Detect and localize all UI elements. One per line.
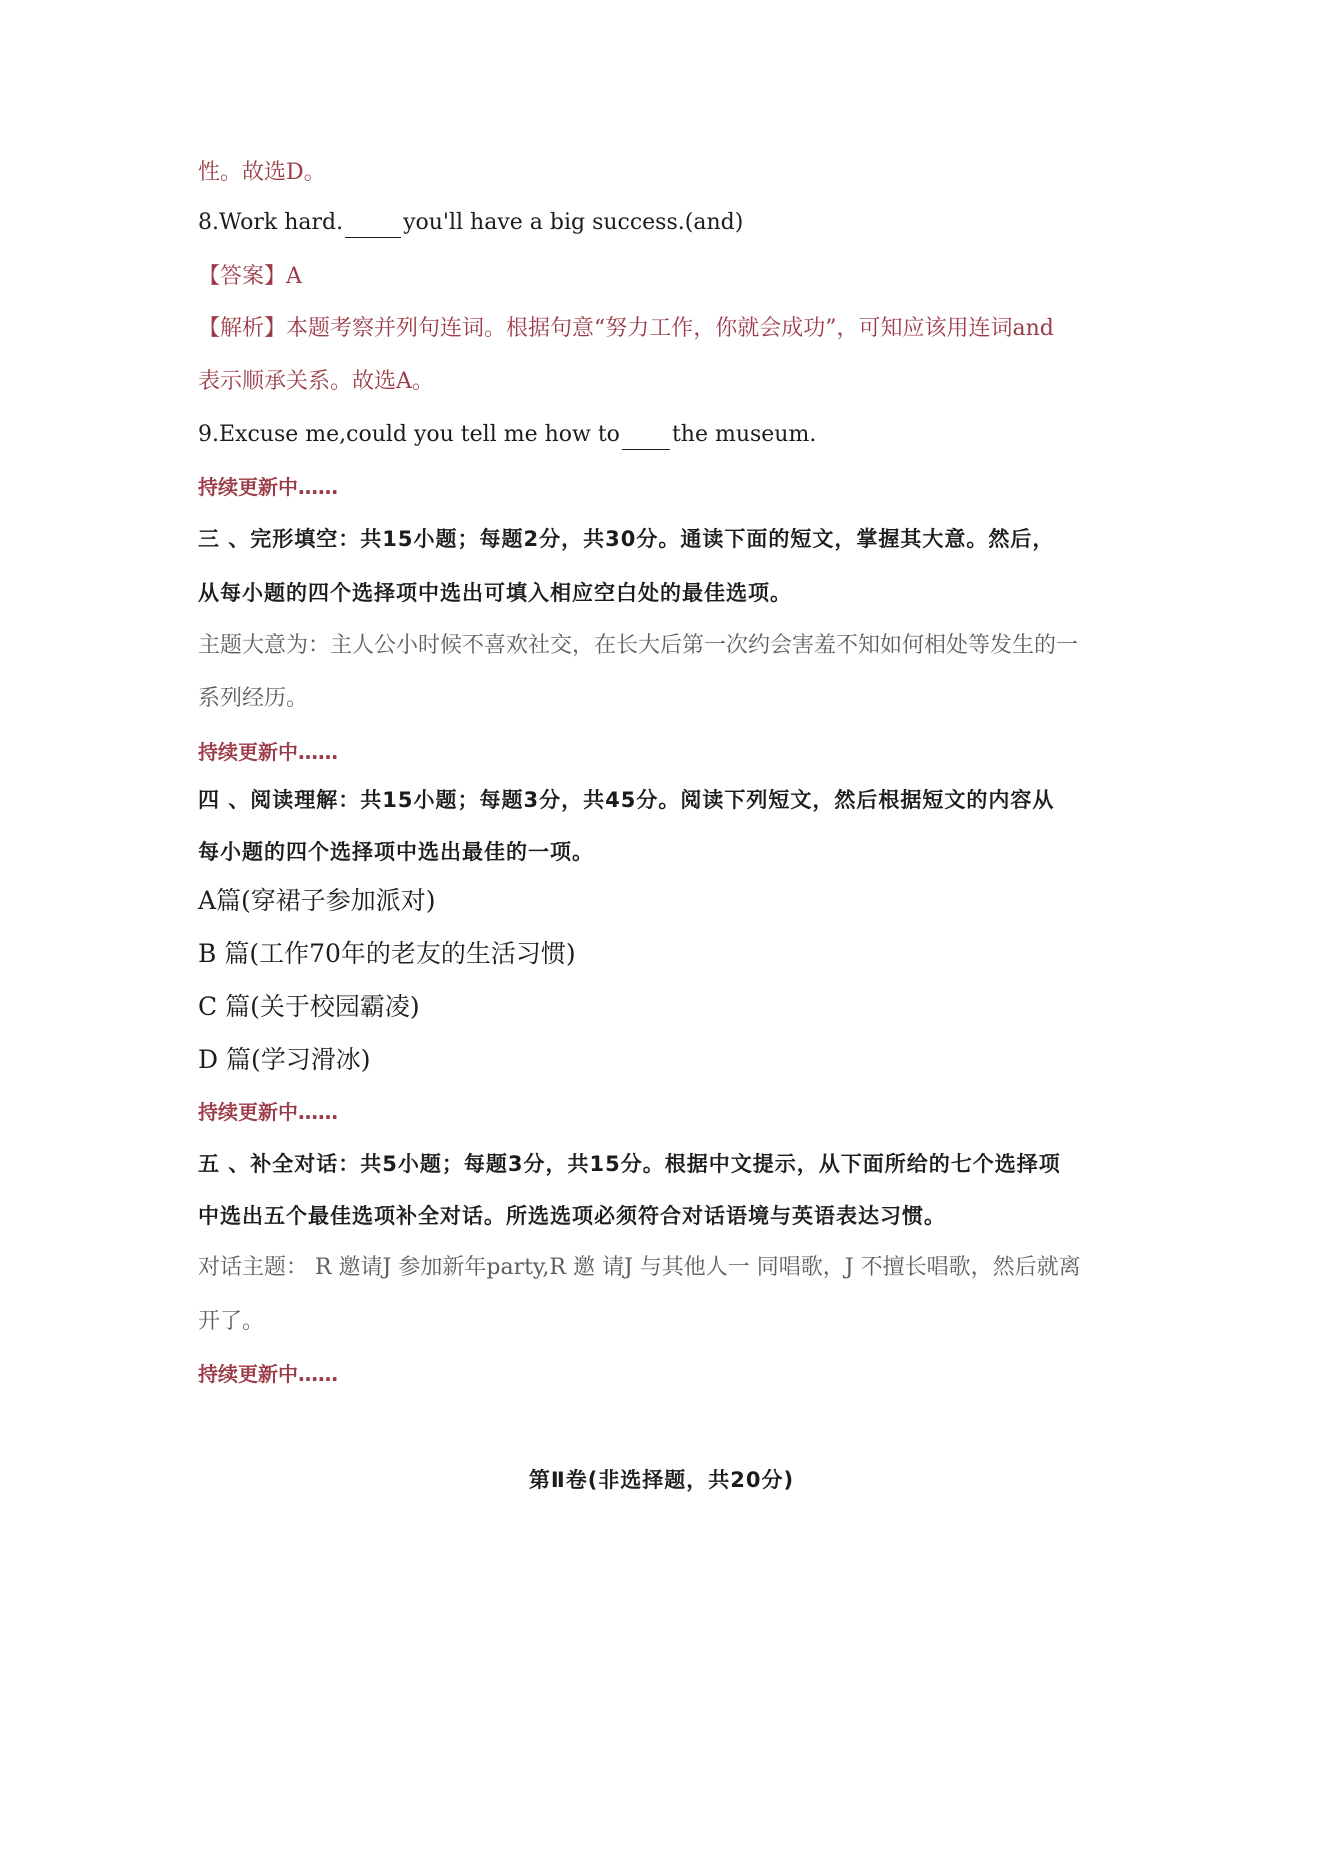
question-9-suffix: the museum. [671, 422, 817, 447]
question-9 [198, 420, 816, 450]
continued-notice: 持续更新中…… [198, 475, 338, 499]
section-heading: 三 、完形填空：共15小题；每题2分，共30分。通读下面的短文，掌握其大意。然后， [198, 527, 1055, 551]
question-9-prefix: 9.Excuse me,could you tell me how to [198, 422, 620, 447]
dialogue-topic-line: 开了。 [198, 1309, 265, 1334]
section-heading: 四 、阅读理解：共15小题；每题3分，共45分。阅读下列短文，然后根据短文的内容从 [198, 788, 1055, 812]
question-8-suffix: you'll have a big success.(and) [403, 210, 744, 235]
dialogue-topic-line: 对话主题： R 邀请J 参加新年party,R 邀 请J 与其他人一 同唱歌，J 不擅长唱歌，然后就离 [198, 1255, 1081, 1280]
text-line: 性。故选D。 [198, 160, 326, 185]
section-heading: 五 、补全对话：共5小题；每题3分，共15分。根据中文提示，从下面所给的七个选择项 [198, 1152, 1061, 1176]
explanation-line: 表示顺承关系。故选A。 [198, 369, 434, 394]
explanation-line: 【解析】本题考察并列句连词。根据句意“努力工作，你就会成功”，可知应该用连词and [198, 316, 1054, 341]
passage-item: C 篇(关于校园霸凌) [198, 992, 420, 1021]
answer-blank [622, 427, 670, 450]
main-idea-line: 系列经历。 [198, 686, 309, 711]
continued-notice: 持续更新中…… [198, 740, 338, 764]
section-heading: 中选出五个最佳选项补全对话。所选选项必须符合对话语境与英语表达习惯。 [198, 1204, 946, 1228]
continued-notice: 持续更新中…… [198, 1362, 338, 1386]
section-heading: 从每小题的四个选择项中选出可填入相应空白处的最佳选项。 [198, 581, 792, 605]
section-heading: 每小题的四个选择项中选出最佳的一项。 [198, 840, 594, 864]
continued-notice: 持续更新中…… [198, 1100, 338, 1124]
question-8 [198, 208, 743, 238]
answer-label: 【答案】A [198, 264, 302, 289]
passage-item: D 篇(学习滑冰) [198, 1045, 371, 1074]
volume-heading: 第Ⅱ卷(非选择题，共20分) [528, 1468, 795, 1492]
answer-blank [345, 215, 401, 238]
main-idea-line: 主题大意为：主人公小时候不喜欢社交，在长大后第一次约会害羞不知如何相处等发生的一 [198, 633, 1079, 658]
passage-item: A篇(穿裙子参加派对) [198, 886, 436, 915]
question-8-prefix: 8.Work hard. [198, 210, 344, 235]
passage-item: B 篇(工作70年的老友的生活习惯) [198, 939, 576, 968]
